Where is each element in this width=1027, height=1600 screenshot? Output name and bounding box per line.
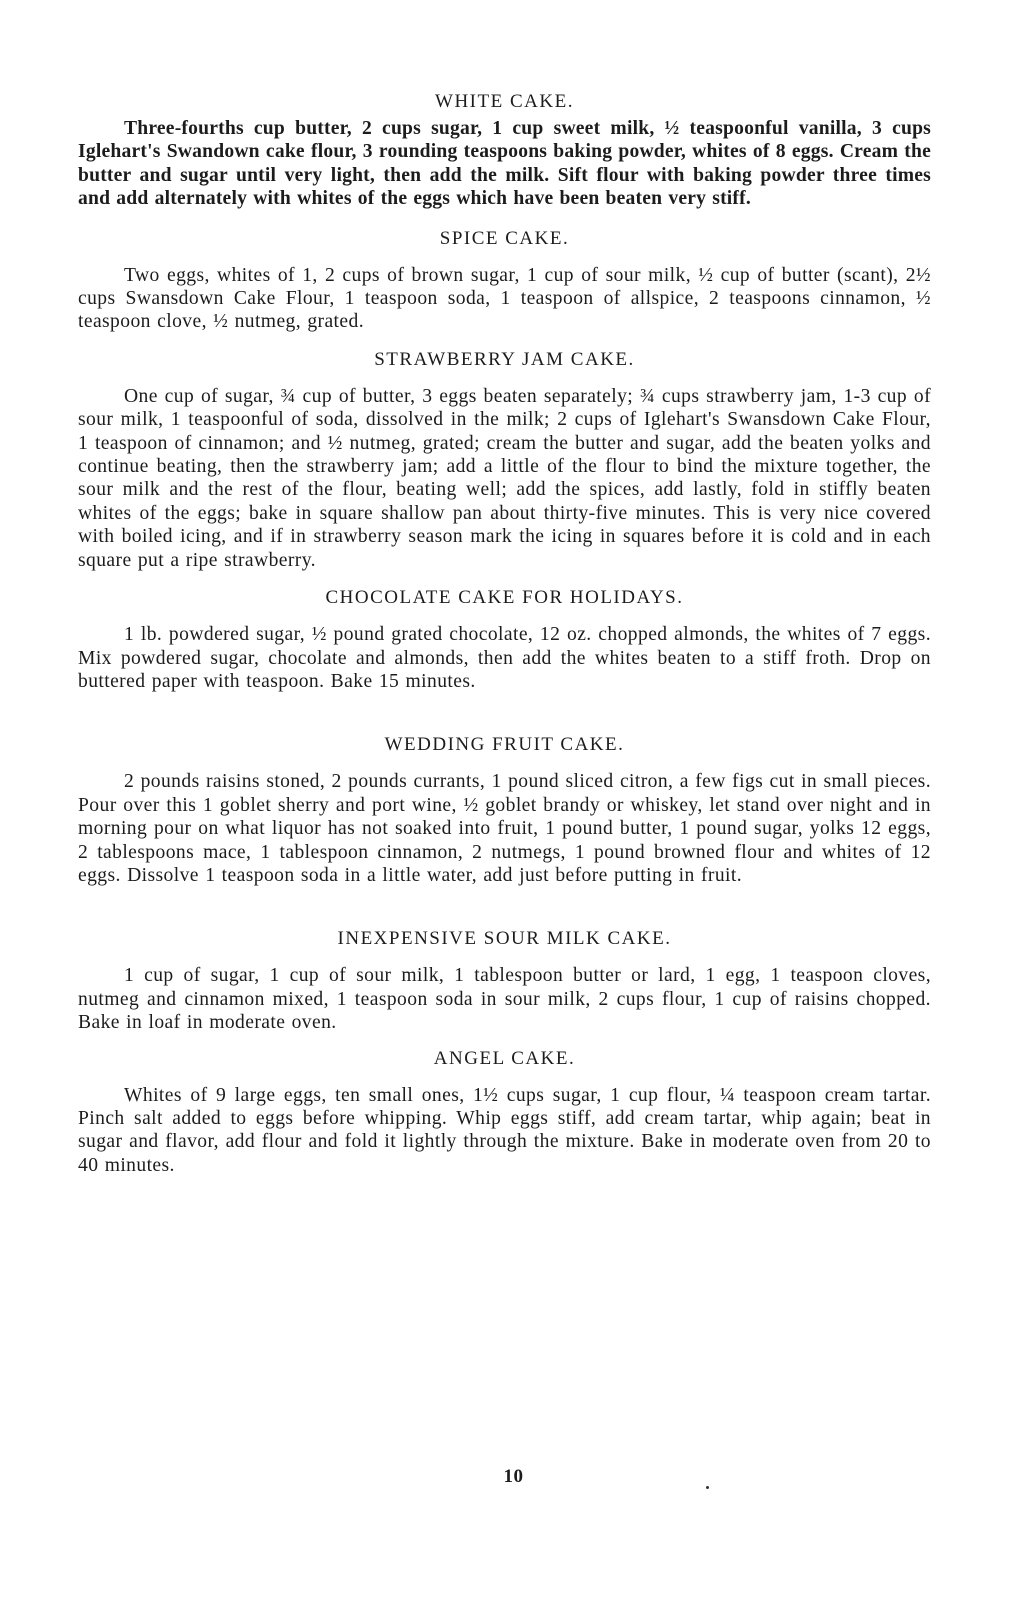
- recipe-title: WHITE CAKE.: [435, 91, 574, 112]
- recipe-angel-cake: [78, 1047, 931, 1178]
- recipe-title: CHOCOLATE CAKE FOR HOLIDAYS.: [325, 587, 684, 609]
- recipe-title: SPICE CAKE.: [439, 227, 570, 249]
- recipe-body: 2 pounds raisins stoned, 2 pounds currants, 1 pound sliced citron, a few figs cut in small pieces. Pour over this 1 goblet sherry and port wine, ½ goblet brandy or whiskey, let stand over night and in morning pour on what liquor has not soaked into fruit, 1 pound butter, 1 pound sugar, yolks 12 eggs, 2 tablespoons mace, 1 tablespoon cinnamon, 2 nutmegs, 1 pound browned flour and whites of 12 eggs. Dissolve 1 teaspoon soda in a little water, add just before putting in fruit.: [78, 771, 931, 886]
- recipe-body: Whites of 9 large eggs, ten small ones, 1½ cups sugar, 1 cup flour, ¼ teaspoon cream tartar. Pinch salt added to eggs before whipping. Whip eggs stiff, add cream tartar, whip again; beat in sugar and flavor, add flour and fold it lightly through the mixture. Bake in moderate oven from 20 to 40 minutes.: [78, 1084, 931, 1176]
- recipe-wedding-fruit-cake: [78, 733, 931, 887]
- recipe-body: Two eggs, whites of 1, 2 cups of brown sugar, 1 cup of sour milk, ½ cup of butter (scant), 2½ cups Swansdown Cake Flour, 1 teaspoon soda, 1 teaspoon of allspice, 2 teaspoons cinnamon, ½ teaspoon clove, ½ nutmeg, grated.: [78, 264, 931, 333]
- print-speck: [706, 1486, 709, 1489]
- recipe-chocolate-cake-for-holidays: [78, 586, 931, 693]
- recipe-body: 1 cup of sugar, 1 cup of sour milk, 1 tablespoon butter or lard, 1 egg, 1 teaspoon cloves, nutmeg and cinnamon mixed, 1 teaspoon soda in sour milk, 2 cups flour, 1 cup of raisins chopped. Bake in loaf in moderate oven.: [78, 965, 931, 1034]
- page-number: 10: [503, 1466, 524, 1487]
- recipe-title: INEXPENSIVE SOUR MILK CAKE.: [337, 928, 672, 950]
- recipe-white-cake: [78, 90, 931, 211]
- recipe-title: WEDDING FRUIT CAKE.: [384, 734, 625, 756]
- recipe-title: ANGEL CAKE.: [433, 1047, 576, 1069]
- recipe-title: STRAWBERRY JAM CAKE.: [374, 348, 635, 370]
- recipe-body: One cup of sugar, ¾ cup of butter, 3 eggs beaten separately; ¾ cups strawberry jam, 1-3 cup of sour milk, 1 teaspoonful of soda, dissolved in the milk; 2 cups of Iglehart's Swansdown Cake Flour, 1 teaspoon of cinnamon; and ½ nutmeg, grated; cream the butter and sugar, add the beaten yolks and continue beating, then the strawberry jam; add a little of the flour to bind the mixture together, the sour milk and the rest of the flour, beating well; add the spices, add lastly, fold in stiffly beaten whites of the eggs; bake in square shallow pan about thirty-five minutes. This is very nice covered with boiled icing, and if in strawberry season mark the icing in squares before it is cold and in each square put a ripe strawberry.: [78, 385, 931, 571]
- recipe-body: Three-fourths cup butter, 2 cups sugar, 1 cup sweet milk, ½ teaspoonful vanilla, 3 cups Iglehart's Swandown cake flour, 3 rounding teaspoons baking powder, whites of 8 eggs. Cream the butter and sugar until very light, then add the milk. Sift flour with baking powder three times and add alternately with whites of the eggs which have been beaten very stiff.: [78, 118, 931, 210]
- recipe-spice-cake: [78, 227, 931, 334]
- recipe-body: 1 lb. powdered sugar, ½ pound grated chocolate, 12 oz. chopped almonds, the whites of 7 eggs. Mix powdered sugar, chocolate and almonds, then add the whites beaten to a stiff froth. Drop on buttered paper with teaspoon. Bake 15 minutes.: [78, 624, 931, 692]
- page-content: [78, 90, 931, 1177]
- recipe-strawberry-jam-cake: [78, 348, 931, 572]
- recipe-inexpensive-sour-milk-cake: [78, 927, 931, 1034]
